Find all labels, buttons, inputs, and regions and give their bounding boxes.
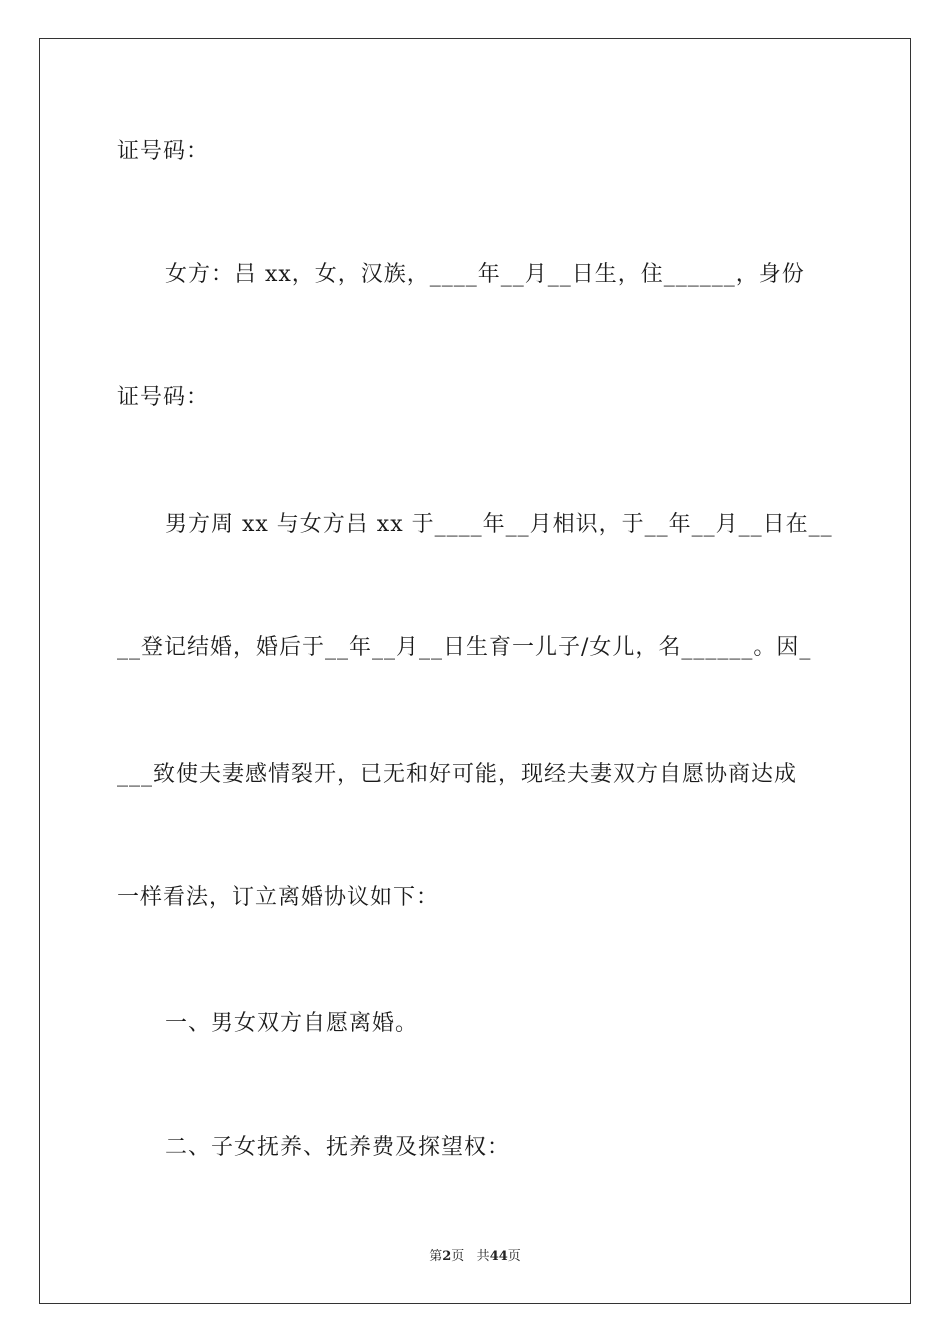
text-line-9: 二、子女抚养、抚养费及探望权：: [165, 1135, 511, 1160]
text-line-5: __登记结婚，婚后于__年__月__日生育一儿子/女儿，名______。因_: [117, 635, 812, 660]
footer-total-suffix: 页: [507, 1249, 521, 1264]
footer-total-pages: 44: [489, 1249, 508, 1264]
footer-page-prefix: 第: [429, 1249, 443, 1264]
text-line-4: 男方周 xx 与女方吕 xx 于____年__月相识，于__年__月__日在__: [165, 512, 833, 537]
footer-page-suffix: 页: [451, 1249, 465, 1264]
text-line-7: 一样看法，订立离婚协议如下：: [117, 885, 440, 910]
text-line-1: 证号码：: [117, 139, 210, 164]
page-frame: [39, 38, 911, 1304]
footer-total-prefix: 共: [476, 1249, 490, 1264]
footer-page-number: 2: [442, 1249, 452, 1264]
text-line-3: 证号码：: [117, 385, 210, 410]
text-line-6: ___致使夫妻感情裂开，已无和好可能，现经夫妻双方自愿协商达成: [117, 762, 798, 787]
page-footer: [0, 1248, 950, 1266]
text-line-8: 一、男女双方自愿离婚。: [165, 1011, 419, 1036]
text-line-2: 女方：吕 xx，女，汉族，____年__月__日生，住______，身份: [165, 262, 805, 287]
